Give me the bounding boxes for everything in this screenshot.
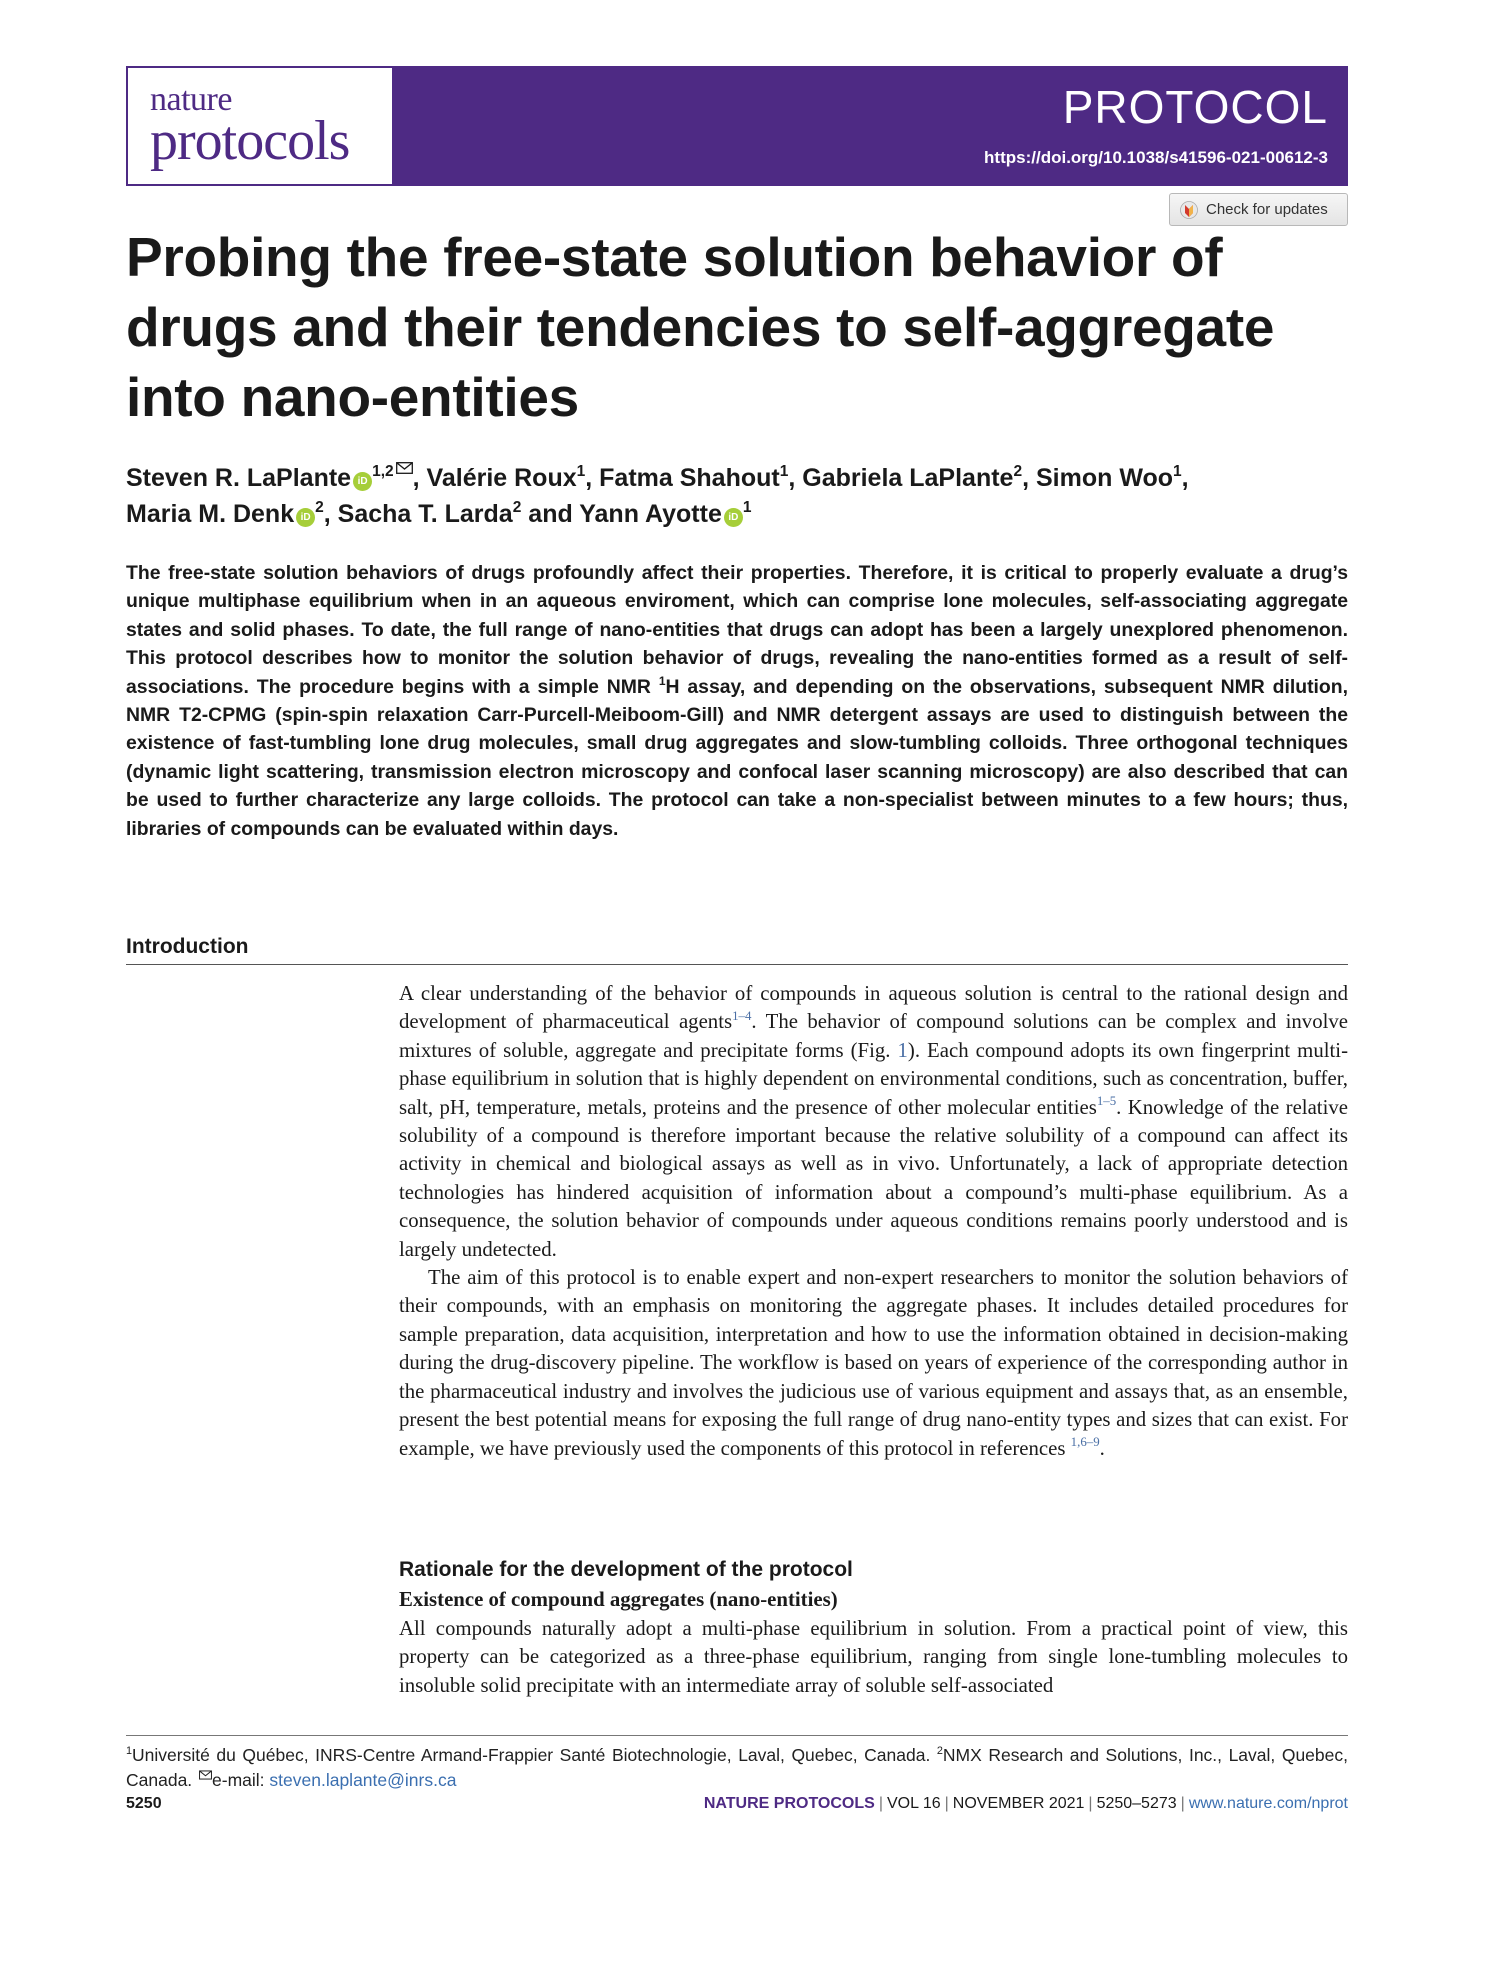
paragraph-text: The aim of this protocol is to enable expert and non-expert researchers to monitor the solution behaviors of their compounds, with an emphasis on monitoring the aggregate phases. It includes detailed procedures for sample preparation, data acquisition, interpretation and how to use the information obtained in decision-making during the drug-discovery pipeline. The workflow is based on years of experience of the corresponding author in the pharmaceutical industry and involves the judicious use of various equipment and assays that, as an ensemble, present the best potential means for exposing the full range of drug nano-entity types and sizes that can exist. For example, we have previously used the components of this protocol in references [399, 1266, 1348, 1460]
author-affiliation: 1,2 [372, 462, 394, 480]
author-name[interactable]: Maria M. Denk [126, 500, 295, 528]
author-name[interactable]: Fatma Shahout [599, 464, 780, 492]
author-affiliation: 2 [512, 498, 522, 516]
paragraph-text: ). Each compound adopts its own fingerprint multi-phase equilibrium in solution that is highly dependent on environmental conditions, such as concentration, buffer, salt, pH, temperature, metals, proteins and the presence of other molecular entities [399, 1038, 1348, 1119]
reference-link[interactable]: 1–5 [1096, 1094, 1117, 1109]
author-affiliation: 1 [742, 498, 752, 516]
running-footer [704, 1795, 1348, 1813]
mail-icon [199, 1770, 212, 1780]
author-affiliation: 2 [1013, 462, 1023, 480]
abstract-text: H assay, and depending on the observations, subsequent NMR dilution, NMR T2-CPMG (spin-spin relaxation Carr-Purcell-Meiboom-Gill) and NMR detergent assays are used to distinguish between the existence of fast-tumbling lone drug molecules, small drug aggregates and slow-tumbling colloids. Three orthogonal techniques (dynamic light scattering, transmission electron microscopy and confocal laser scanning microscopy) are also described that can be used to further characterize any large colloids. The protocol can take a non-specialist between minutes to a few hours; thus, libraries of compounds can be evaluated within days. [126, 675, 1348, 840]
author-separator: , [1181, 464, 1189, 492]
author-affiliation: 2 [315, 498, 324, 516]
paragraph [399, 1264, 1348, 1463]
check-for-updates-label: Check for updates [1206, 201, 1328, 218]
author-name[interactable]: Valérie Roux [426, 464, 577, 492]
footer-separator: | [878, 1795, 883, 1812]
paragraph [399, 1615, 1348, 1700]
author-separator-and: and [521, 500, 580, 528]
rationale-body [399, 1615, 1348, 1700]
logo-protocols-text: protocols [150, 110, 350, 172]
affiliation-text: NMX Research and Solutions, Inc., Laval, Quebec, Canada. [126, 1745, 1348, 1790]
orcid-icon[interactable]: iD [296, 508, 315, 527]
author-name[interactable]: Yann Ayotte [579, 500, 722, 528]
paragraph-text: . Knowledge of the relative solubility of a compound is therefore important because the relative solubility of a compound can affect its activity in chemical and biological assays as well as in vivo. Unfortunately, a lack of appropriate detection technologies has hindered acquisition of information about a compound’s multi-phase equilibrium. As a consequence, the solution behavior of compounds under aqueous conditions remains poorly understood and is largely undetected. [399, 1095, 1348, 1261]
orcid-icon[interactable]: iD [724, 508, 743, 527]
mail-icon[interactable] [396, 462, 413, 474]
footnote-divider [126, 1735, 1348, 1736]
footnote-marker: 2 [936, 1744, 943, 1757]
figure-link[interactable]: 1 [897, 1038, 908, 1062]
paragraph-text: All compounds naturally adopt a multi-phase equilibrium in solution. From a practical point of view, this property can be categorized as a three-phase equilibrium, ranging from single lone-tumbling molecules to insoluble solid precipitate with an intermediate array of soluble self-associated [399, 1617, 1348, 1697]
reference-link[interactable]: 1–4 [732, 1008, 752, 1023]
author-list [126, 460, 1356, 532]
abstract [126, 559, 1348, 843]
author-separator: , [323, 500, 338, 528]
article-title: Probing the free-state solution behavior of drugs and their tendencies to self-aggregate into nano-entities [126, 226, 1275, 428]
doi-link[interactable]: https://doi.org/10.1038/s41596-021-00612-3 [984, 148, 1328, 167]
author-affiliation: 1 [1173, 462, 1182, 480]
paragraph-text: . The behavior of compound solutions can be complex and involve mixtures of soluble, aggregate and precipitate forms (Fig. [399, 1010, 1349, 1062]
orcid-icon[interactable]: iD [353, 472, 372, 491]
author-name[interactable]: Steven R. LaPlante [126, 464, 352, 492]
author-affiliation: 1 [576, 462, 586, 480]
paragraph [399, 980, 1348, 1264]
journal-url[interactable]: www.nature.com/nprot [1188, 1795, 1348, 1812]
author-separator: , [1022, 464, 1036, 492]
page-number: 5250 [126, 1795, 162, 1812]
footnote-marker: 1 [126, 1744, 133, 1757]
author-name[interactable]: Sacha T. Larda [337, 500, 513, 528]
journal-name: NATURE PROTOCOLS [703, 1795, 875, 1812]
footer-separator: | [1088, 1795, 1093, 1812]
reference-link[interactable]: 1,6–9 [1070, 1434, 1100, 1449]
paragraph-text: . [1099, 1436, 1105, 1460]
page-range: 5250–5273 [1096, 1795, 1177, 1812]
author-affiliation: 1 [779, 462, 789, 480]
abstract-superscript: 1 [658, 673, 666, 688]
aggregates-subheading: Existence of compound aggregates (nano-entities) [399, 1588, 838, 1611]
author-name[interactable]: Simon Woo [1036, 464, 1174, 492]
logo-nature-text: nature [150, 81, 232, 118]
introduction-heading: Introduction [126, 935, 249, 958]
author-separator: , [585, 464, 600, 492]
affiliations-footnote [126, 1743, 1348, 1793]
journal-logo [126, 66, 394, 186]
email-label: e-mail: [212, 1770, 270, 1790]
volume: VOL 16 [886, 1795, 941, 1812]
issue-date: NOVEMBER 2021 [952, 1795, 1085, 1812]
article-type: PROTOCOL [1062, 81, 1328, 133]
header-banner [394, 66, 1348, 186]
affiliation-text: Université du Québec, INRS-Centre Armand-Frappier Santé Biotechnologie, Laval, Quebec, Canada. [132, 1745, 937, 1765]
rationale-heading: Rationale for the development of the protocol [399, 1558, 853, 1581]
section-divider [126, 964, 1348, 965]
paragraph-text: A clear understanding of the behavior of compounds in aqueous solution is central to the rational design and development of pharmaceutical agents [399, 982, 1348, 1034]
author-name[interactable]: Gabriela LaPlante [802, 464, 1014, 492]
footer-separator: | [1180, 1795, 1185, 1812]
email-link[interactable]: steven.laplante@inrs.ca [269, 1770, 457, 1790]
author-separator: , [412, 464, 427, 492]
introduction-body [399, 980, 1348, 1463]
footer-separator: | [944, 1795, 949, 1812]
abstract-text: The free-state solution behaviors of drugs profoundly affect their properties. Therefore, it is critical to properly evaluate a drug’s unique multiphase equilibrium when in an aqueous enviroment, which can comprise lone molecules, self-associating aggregate states and solid phases. To date, the full range of nano-entities that drugs can adopt has been a largely unexplored phenomenon. This protocol describes how to monitor the solution behavior of drugs, revealing the nano-entities formed as a result of self-associations. The procedure begins with a simple NMR [126, 562, 1348, 698]
author-separator: , [788, 464, 803, 492]
crossmark-icon [1180, 201, 1198, 219]
